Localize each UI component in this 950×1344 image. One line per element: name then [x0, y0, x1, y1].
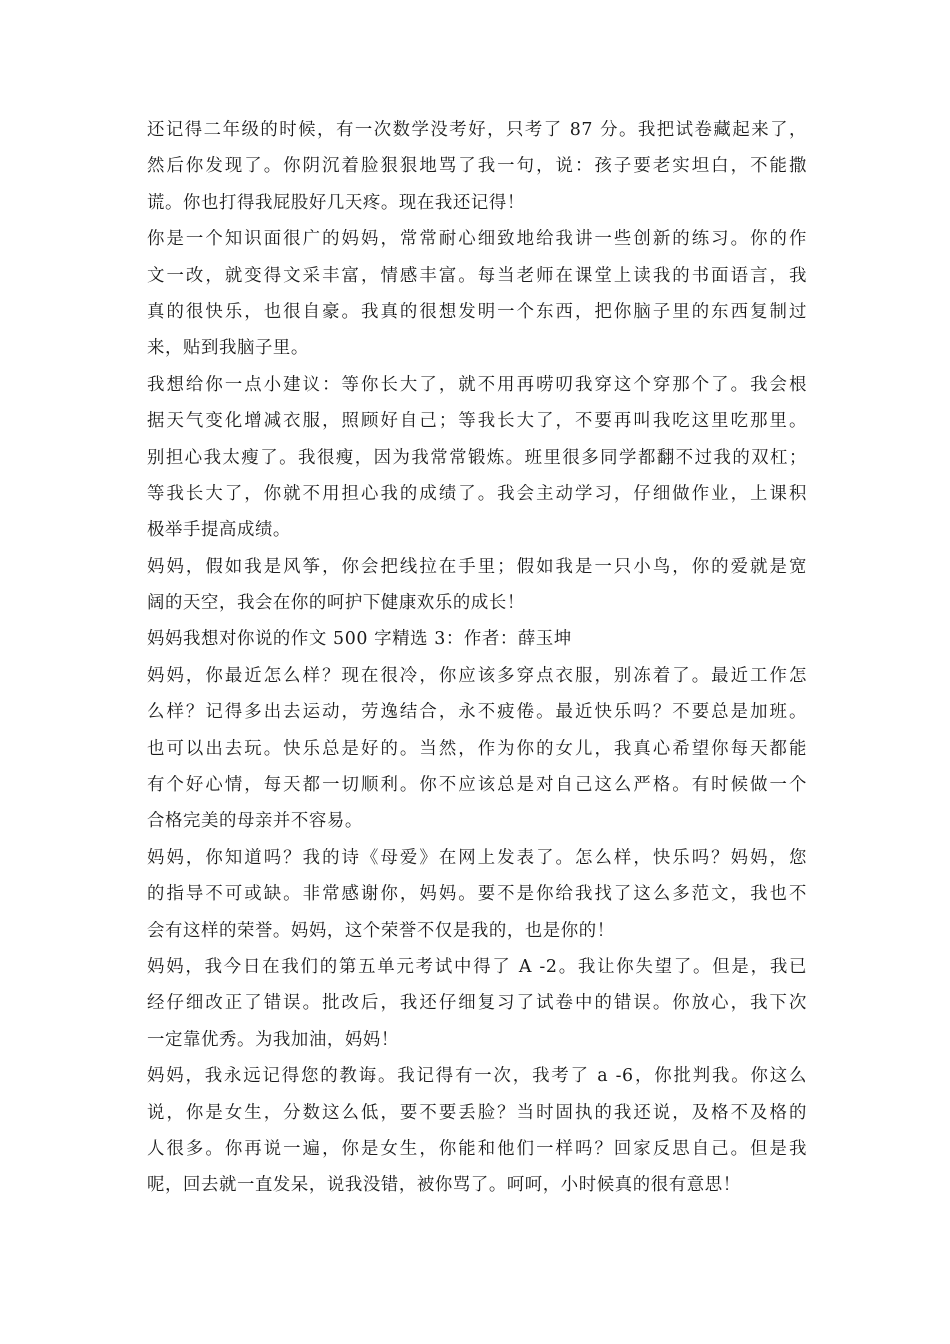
text-line: 文一改，就变得文采丰富，情感丰富。每当老师在课堂上读我的书面语言，我 [147, 265, 807, 286]
text-line: 妈妈，我今日在我们的第五单元考试中得了 A -2。我让你失望了。但是，我已 [147, 956, 807, 977]
text-line: 合格完美的母亲并不容易。 [147, 811, 363, 832]
text-line: 也可以出去玩。快乐总是好的。当然，作为你的女儿，我真心希望你每天都能 [147, 738, 807, 759]
text-line: 真的很快乐，也很自豪。我真的很想发明一个东西，把你脑子里的东西复制过 [147, 301, 807, 322]
text-line: 妈妈，你知道吗？我的诗《母爱》在网上发表了。怎么样，快乐吗？妈妈，您 [147, 847, 807, 868]
text-line: 谎。你也打得我屁股好几天疼。现在我还记得！ [147, 192, 525, 213]
text-line: 我想给你一点小建议：等你长大了，就不用再唠叨我穿这个穿那个了。我会根 [147, 374, 807, 395]
text-line: 然后你发现了。你阴沉着脸狠狠地骂了我一句，说：孩子要老实坦白，不能撒 [147, 156, 807, 177]
text-line: 有个好心情，每天都一切顺利。你不应该总是对自己这么严格。有时候做一个 [147, 775, 807, 796]
text-line: 么样？记得多出去运动，劳逸结合，永不疲倦。最近快乐吗？不要总是加班。 [147, 702, 807, 723]
text-line: 妈妈，假如我是风筝，你会把线拉在手里；假如我是一只小鸟，你的爱就是宽 [147, 556, 807, 577]
text-line: 阔的天空，我会在你的呵护下健康欢乐的成长！ [147, 593, 525, 614]
text-line: 等我长大了，你就不用担心我的成绩了。我会主动学习，仔细做作业，上课积 [147, 483, 807, 504]
text-line: 呢，回去就一直发呆，说我没错，被你骂了。呵呵，小时候真的很有意思！ [147, 1175, 741, 1196]
text-line: 妈妈，我永远记得您的教诲。我记得有一次，我考了 a -6，你批判我。你这么 [147, 1066, 807, 1087]
text-line: 说，你是女生，分数这么低，要不要丢脸？当时固执的我还说，及格不及格的 [147, 1102, 807, 1123]
section-heading: 妈妈我想对你说的作文 500 字精选 3：作者：薛玉坤 [147, 629, 572, 650]
text-line: 据天气变化增减衣服，照顾好自己；等我长大了，不要再叫我吃这里吃那里。 [147, 411, 807, 432]
text-line: 人很多。你再说一遍，你是女生，你能和他们一样吗？回家反思自己。但是我 [147, 1138, 807, 1159]
text-line: 你是一个知识面很广的妈妈，常常耐心细致地给我讲一些创新的练习。你的作 [147, 229, 807, 250]
text-line: 的指导不可或缺。非常感谢你，妈妈。要不是你给我找了这么多范文，我也不 [147, 884, 807, 905]
text-line: 来，贴到我脑子里。 [147, 338, 309, 359]
text-line: 还记得二年级的时候，有一次数学没考好，只考了 87 分。我把试卷藏起来了， [147, 120, 807, 140]
text-line: 极举手提高成绩。 [147, 520, 291, 541]
text-line: 经仔细改正了错误。批改后，我还仔细复习了试卷中的错误。你放心，我下次 [147, 993, 807, 1014]
text-line: 会有这样的荣誉。妈妈，这个荣誉不仅是我的，也是你的！ [147, 920, 615, 941]
text-line: 别担心我太瘦了。我很瘦，因为我常常锻炼。班里很多同学都翻不过我的双杠； [147, 447, 807, 468]
text-line: 妈妈，你最近怎么样？现在很冷，你应该多穿点衣服，别冻着了。最近工作怎 [147, 665, 807, 686]
text-line: 一定靠优秀。为我加油，妈妈！ [147, 1029, 399, 1050]
document-body [147, 112, 807, 1204]
